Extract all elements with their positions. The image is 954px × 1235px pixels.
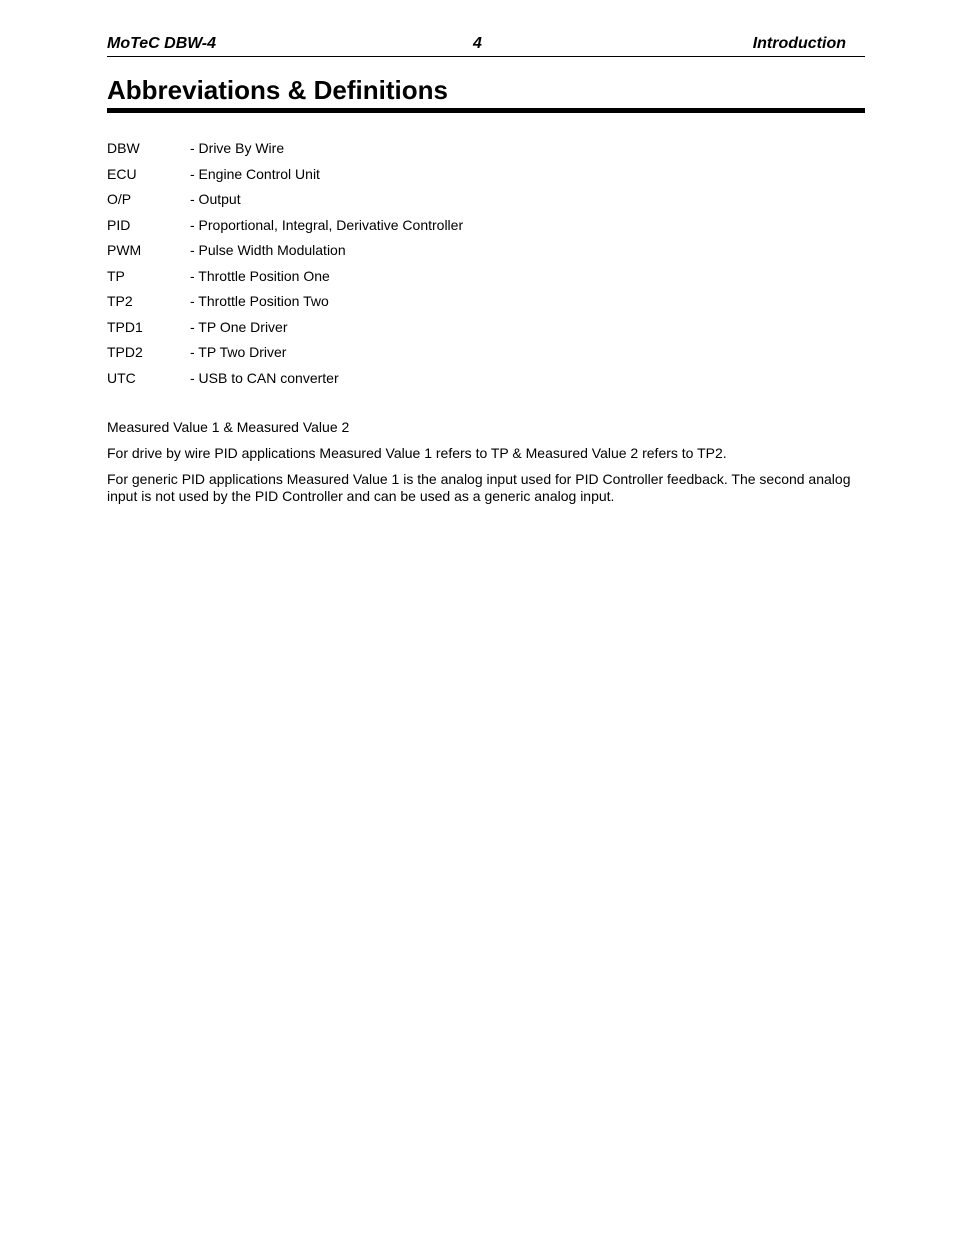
page-header (107, 34, 865, 57)
definition-description: - TP One Driver (190, 318, 288, 335)
definitions-list (107, 139, 865, 394)
definition-term: O/P (107, 191, 132, 207)
measured-values-heading: Measured Value 1 & Measured Value 2 (107, 419, 350, 435)
definition-description: - Throttle Position One (190, 267, 330, 284)
definition-row (107, 318, 865, 344)
definition-description: - Throttle Position Two (190, 293, 329, 309)
definition-description: - Drive By Wire (190, 140, 285, 156)
definition-row (107, 292, 865, 318)
definition-term: UTC (107, 369, 136, 386)
definition-row (107, 139, 865, 165)
header-page-number: 4 (473, 35, 482, 52)
definition-row (107, 267, 865, 293)
definition-term: TP (107, 267, 125, 284)
definition-term: ECU (107, 165, 137, 182)
definition-row (107, 216, 865, 242)
definition-term: PWM (107, 242, 142, 258)
definition-term: PID (107, 216, 131, 233)
title-rule (107, 108, 865, 113)
definition-row (107, 241, 865, 267)
measured-values-section (107, 419, 865, 514)
page-title: Abbreviations & Definitions (107, 75, 448, 105)
definition-description: - USB to CAN converter (190, 369, 339, 386)
definition-description: - Pulse Width Modulation (190, 242, 346, 258)
definition-term: TP2 (107, 293, 133, 309)
measured-values-paragraph-dbw: For drive by wire PID applications Measured Value 1 refers to TP & Measured Value 2 refers to TP2. (107, 445, 727, 461)
definition-row (107, 190, 865, 216)
definition-row (107, 343, 865, 369)
definition-description: - Proportional, Integral, Derivative Controller (190, 216, 464, 233)
definition-term: DBW (107, 140, 140, 156)
definition-description: - Output (190, 191, 241, 207)
measured-values-paragraph-generic: For generic PID applications Measured Value 1 is the analog input used for PID Controller feedback. The second analog input is not used by the PID Controller and can be used as a generic analog input. (107, 471, 851, 504)
definition-term: TPD2 (107, 344, 143, 360)
definition-row (107, 369, 865, 395)
definition-term: TPD1 (107, 318, 143, 335)
definition-description: - TP Two Driver (190, 344, 287, 360)
header-section-name: Introduction (752, 35, 846, 52)
definition-row (107, 165, 865, 191)
definition-description: - Engine Control Unit (190, 165, 320, 182)
header-product-name: MoTeC DBW-4 (107, 35, 217, 52)
